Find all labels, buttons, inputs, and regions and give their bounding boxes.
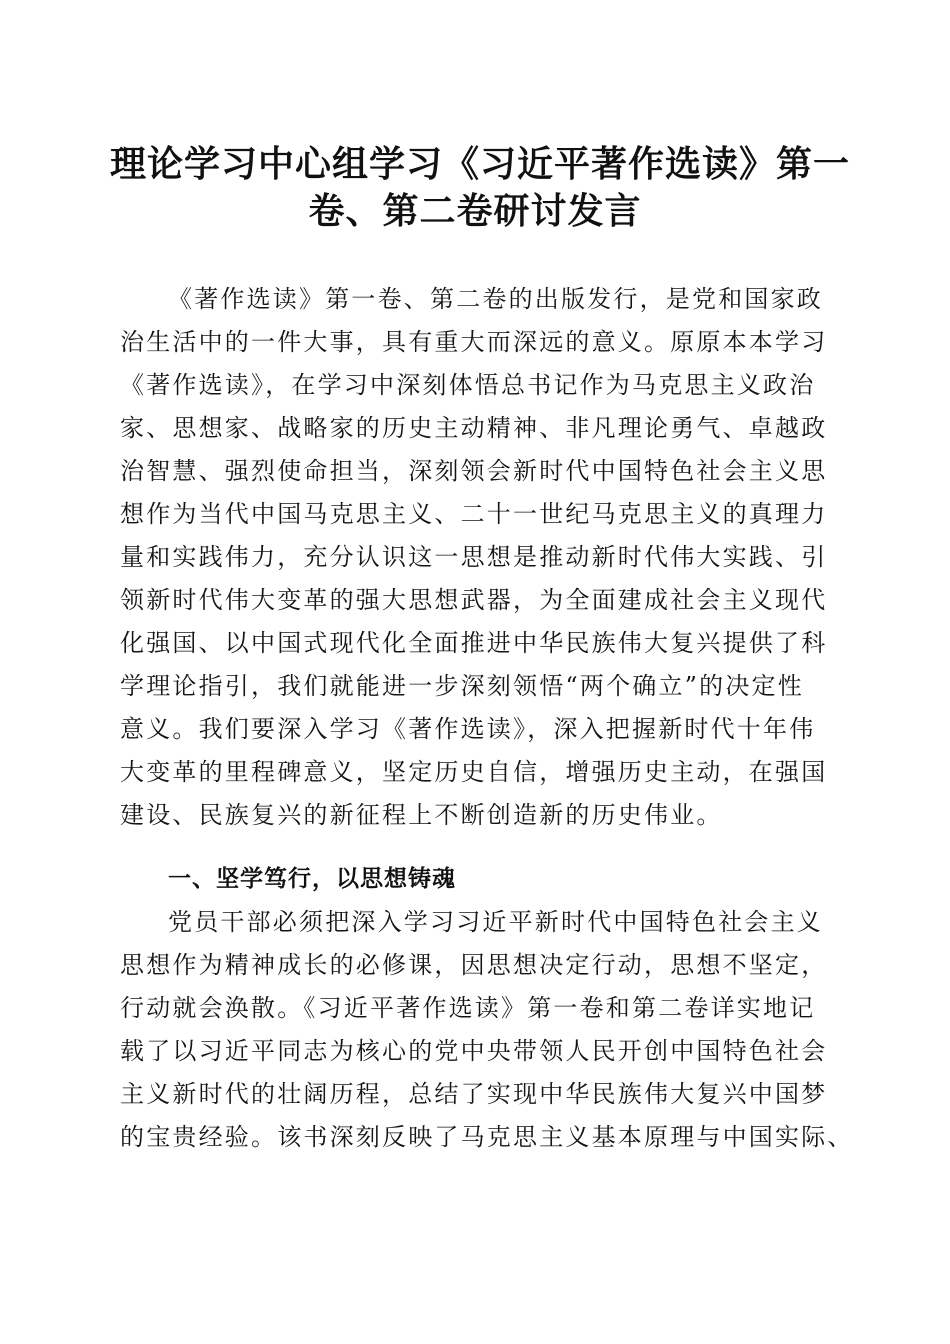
paragraph-2-line: 主义新时代的壮阔历程，总结了实现中华民族伟大复兴中国梦 xyxy=(120,1080,828,1108)
paragraph-1-line: 领新时代伟大变革的强大思想武器，为全面建成社会主义现代 xyxy=(120,586,828,614)
paragraph-1-line: 大变革的里程碑意义，坚定历史自信，增强历史主动，在强国 xyxy=(120,758,828,786)
paragraph-2-line: 载了以习近平同志为核心的党中央带领人民开创中国特色社会 xyxy=(120,1037,828,1065)
paragraph-1-line: 学理论指引，我们就能进一步深刻领悟“两个确立”的决定性 xyxy=(120,672,804,700)
paragraph-1-line: 建设、民族复兴的新征程上不断创造新的历史伟业。 xyxy=(120,801,723,829)
document-title-line-1: 理论学习中心组学习《习近平著作选读》第一 xyxy=(110,143,851,185)
paragraph-2-line: 行动就会涣散。《习近平著作选读》第一卷和第二卷详实地记 xyxy=(120,994,816,1022)
paragraph-1-line: 量和实践伟力，充分认识这一思想是推动新时代伟大实践、引 xyxy=(120,543,828,571)
paragraph-2-line: 的宝贵经验。该书深刻反映了马克思主义基本原理与中国实际、 xyxy=(120,1123,854,1151)
document-title-line-2: 卷、第二卷研讨发言 xyxy=(308,190,642,232)
paragraph-1-line: 治智慧、强烈使命担当，深刻领会新时代中国特色社会主义思 xyxy=(120,457,828,485)
paragraph-1-line: 《著作选读》第一卷、第二卷的出版发行，是党和国家政 xyxy=(168,285,823,313)
paragraph-2-line: 思想作为精神成长的必修课，因思想决定行动，思想不坚定， xyxy=(120,951,828,979)
paragraph-1-line: 治生活中的一件大事，具有重大而深远的意义。原原本本学习 xyxy=(120,328,828,356)
section-1-heading: 一、坚学笃行，以思想铸魂 xyxy=(168,866,456,892)
paragraph-1-line: 想作为当代中国马克思主义、二十一世纪马克思主义的真理力 xyxy=(120,500,828,528)
paragraph-1-line: 家、思想家、战略家的历史主动精神、非凡理论勇气、卓越政 xyxy=(120,414,828,442)
paragraph-1-line: 意义。我们要深入学习《著作选读》，深入把握新时代十年伟 xyxy=(120,715,816,743)
paragraph-2-line: 党员干部必须把深入学习习近平新时代中国特色社会主义 xyxy=(168,908,823,936)
paragraph-1-line: 《著作选读》，在学习中深刻体悟总书记作为马克思主义政治 xyxy=(120,371,816,399)
paragraph-1-line: 化强国、以中国式现代化全面推进中华民族伟大复兴提供了科 xyxy=(120,629,828,657)
